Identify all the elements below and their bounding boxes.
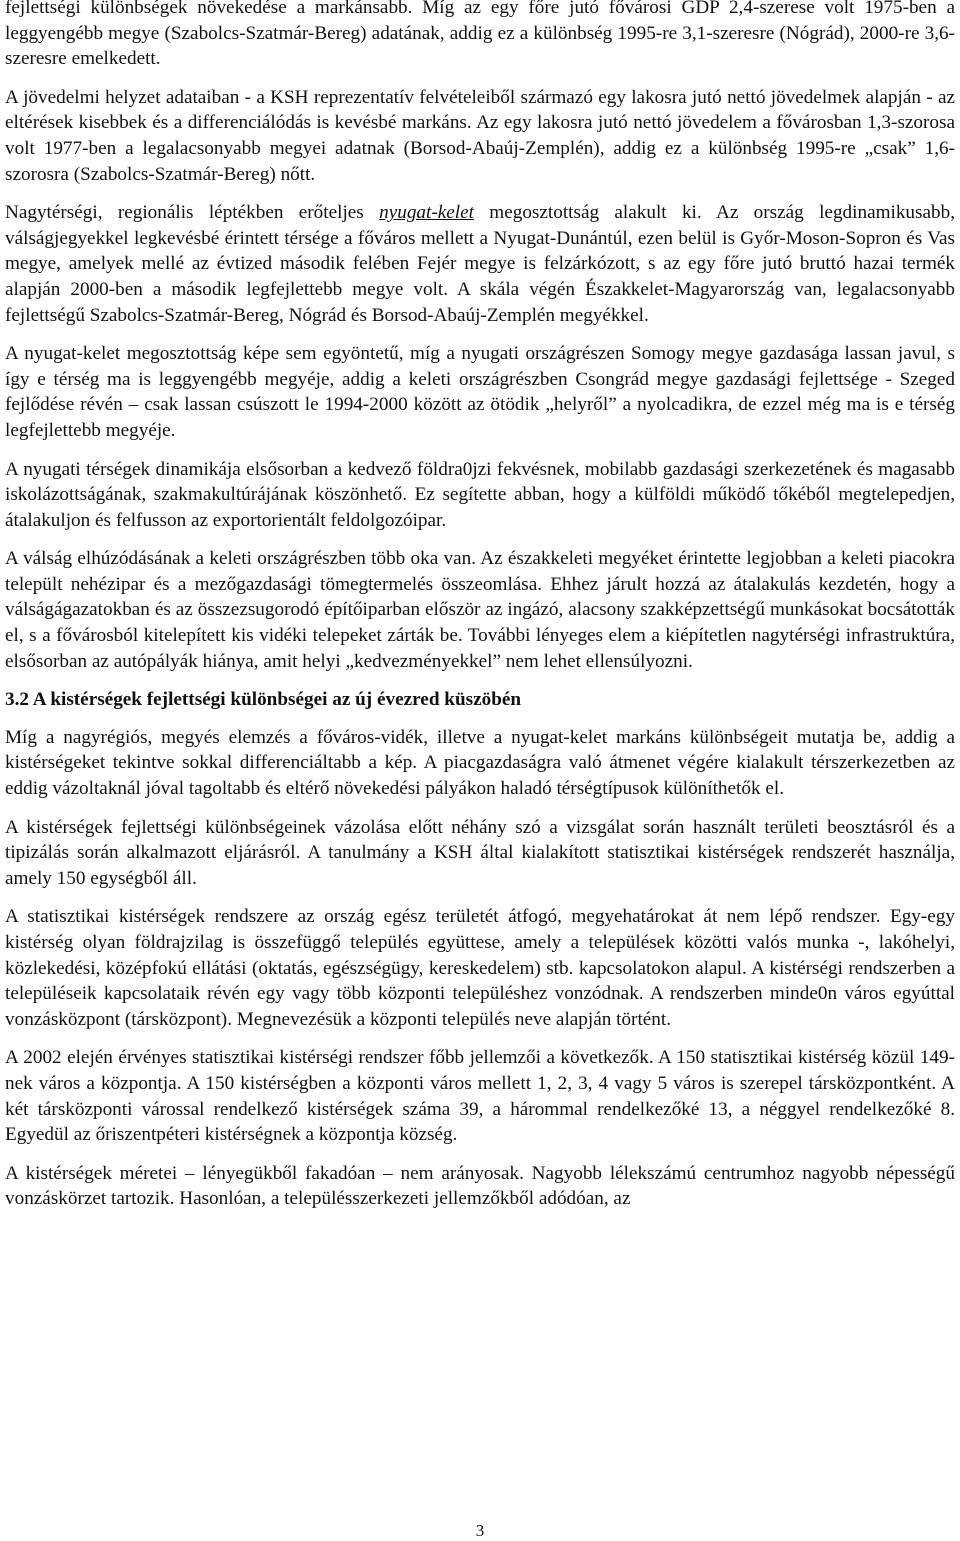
emphasis-nyugat-kelet: nyugat-kelet [379,202,474,224]
paragraph-gdp-differences: fejlettségi különbségek növekedése a markánsabb. Míg az egy főre jutó fővárosi GDP 2,4-szerese volt 1975-ben a leggyengébb megye (Szabolcs-Szatmár-Bereg) adatának, addig ez a különbség 1995-re 3,1-szeresre (Nógrád), 2000-re 3,6-szeresre emelkedett. [5,0,955,70]
paragraph-2002-characteristics: A 2002 elején érvényes statisztikai kistérségi rendszer főbb jellemzői a következők. A 150 statisztikai kistérség közül 149-nek város a központja. A 150 kistérségben a központi város mellett 1, 2, 3, 4 vagy 5 város is szerepel társközpontként. A két társközponti várossal rendelkező kistérségek száma 39, a hárommal rendelkezőké 13, a néggyel rendelkezőké 8. Egyedül az őriszentpéteri kistérségnek a központja község. [5,1047,955,1146]
paragraph-subregion-intro: Míg a nagyrégiós, megyés elemzés a főváros-vidék, illetve a nyugat-kelet markáns különbségeit mutatja be, addig a kistérségeket tekintve sokkal differenciáltabb a kép. A piacgazdaságra való átmenet végére kialakult térszerkezetben az eddig vázoltaknál jóval tagoltabb és eltérő növekedési pályákon haladó térségtípusok különíthetők el. [5,726,955,800]
section-heading: 3.2 A kistérségek fejlettségi különbségei az új évezred küszöbén [5,689,522,711]
paragraph-divide-image: A nyugat-kelet megosztottság képe sem egyöntetű, míg a nyugati országrészen Somogy megye gazdasága lassan javul, s így e térség ma is leggyengébb megyéje, addig a keleti országrészben Csongrád megye gazdasági fejlettsége - Szeged fejlődése révén – csak lassan csúszott le 1994-2000 között az ötödik „helyről” a nyolcadikra, de ezzel még ma is e térség legfejlettebb megyéje. [5,343,955,441]
document-page [5,0,955,1225]
paragraph-west-east-divide-start: Nagytérségi, regionális léptékben erőteljes [5,202,380,224]
paragraph-west-east-divide-rest: megosztottság alakult ki. Az ország legdinamikusabb, válságjegyekkel legkevésbé érintett térsége a főváros mellett a Nyugat-Dunántúl, ezen belül is Győr-Moson-Sopron és Vas megye, amelyek mellé az évtized második felében Fejér megye is felzárkózott, s az egy főre jutó bruttó hazai termék alapján 2000-ben a második legfejlettebb megye volt. A skála végén Északkelet-Magyarország van, legalacsonyabb fejlettségű Szabolcs-Szatmár-Bereg, Nógrád és Borsod-Abaúj-Zemplén megyékkel. [5,202,955,326]
paragraph-eastern-crisis: A válság elhúzódásának a keleti országrészben több oka van. Az északkeleti megyéket érintette legjobban a keleti piacokra települt nehézipar és a mezőgazdasági tömegtermelés összeomlása. Ehhez járult hozzá az átalakulás kezdetén, hogy a válságágazatokban és az összezsugorodó építőiparban először az ingázó, alacsony szakképzettségű munkásokat bocsátották el, s a fővárosból kitelepített kis vidéki telepeket zárták be. További lényeges elem a kiépítetlen nagytérségi infrastruktúra, elsősorban az autópályák hiánya, amit helyi „kedvezményekkel” nem lehet ellensúlyozni. [5,548,955,672]
paragraph-income-situation: A jövedelmi helyzet adataiban - a KSH reprezentatív felvételeiből származó egy lakosra jutó nettó jövedelmek alapján - az eltérések kisebbek és a differenciálódás is kevésbé markáns. Az egy lakosra jutó nettó jövedelem a fővárosban 1,3-szorosa volt 1977-ben a legalacsonyabb megyei adatnak (Borsod-Abaúj-Zemplén), addig ez a különbség 1995-re „csak” 1,6-szorosra (Szabolcs-Szatmár-Bereg) nőtt. [5,86,955,185]
paragraph-west-east-divide [5,200,955,328]
page-number: 3 [475,1521,485,1540]
paragraph-subregion-sizes: A kistérségek méretei – lényegükből fakadóan – nem arányosak. Nagyobb lélekszámú centrumhoz nagyobb népességű vonzáskörzet tartozik. Hasonlóan, a településszerkezeti jellemzőkből adódóan, az [5,1162,955,1210]
paragraph-statistical-system: A statisztikai kistérségek rendszere az ország egész területét átfogó, megyehatárokat át nem lépő rendszer. Egy-egy kistérség olyan földrajzilag is összefüggő település együttese, amely a települések közötti valós munka -, lakóhelyi, közlekedési, középfokú ellátási (oktatás, egészségügy, kereskedelem) stb. kapcsolatokon alapul. A kistérségi rendszerben a településeik kapcsolataik révén egy vagy több központi településhez vonzódnak. A rendszerben minde0n város egyúttal vonzásközpont (társközpont). Megnevezésük a központi település neve alapján történt. [5,906,955,1030]
paragraph-western-dynamics: A nyugati térségek dinamikája elsősorban a kedvező földra0jzi fekvésnek, mobilabb gazdasági szerkezetének és magasabb iskolázottságának, szakmakultúrájának köszönhető. Ez segítette abban, hogy a külföldi működő tőkéből megtelepedjen, átalakuljon és felfusson az exportorientált feldolgozóipar. [5,458,955,531]
paragraph-methodology: A kistérségek fejlettségi különbségeinek vázolása előtt néhány szó a vizsgálat során használt területi beosztásról és a tipizálás során alkalmazott eljárásról. A tanulmány a KSH által kialakított statisztikai kistérségek rendszerét használja, amely 150 egységből áll. [5,816,955,889]
